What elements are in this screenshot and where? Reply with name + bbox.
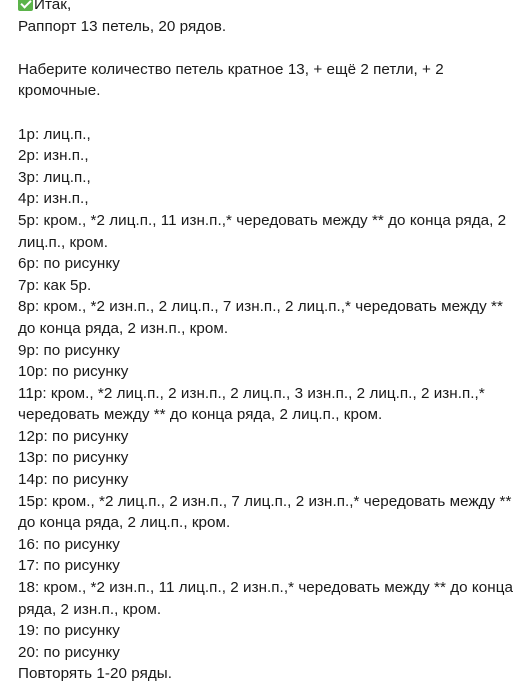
closing-instruction: Повторять 1-20 ряды. [18,665,173,683]
row-instruction: 13р: по рисунку [18,449,129,467]
row-instruction: 14р: по рисунку [18,471,129,489]
row-instruction: 19: по рисунку [18,622,120,640]
row-list [18,124,518,664]
row-instruction: 17: по рисунку [18,557,120,575]
row-instruction: 9р: по рисунку [18,341,120,359]
spacer [18,102,518,124]
row-instruction: 3р: лиц.п., [18,168,91,186]
check-mark-icon [18,0,33,11]
row-instruction: 6р: по рисунку [18,255,120,273]
row-instruction: 1р: лиц.п., [18,125,91,143]
row-instruction: 18: кром., *2 изн.п., 11 лиц.п., 2 изн.п.,* чередовать между ** до конца ряда, 2 изн.п., кром. [18,579,518,618]
row-instruction: 2р: изн.п., [18,147,89,165]
post-text [18,0,518,685]
row-instruction: 15р: кром., *2 лиц.п., 2 изн.п., 7 лиц.п., 2 изн.п.,* чередовать между ** до конца ряда, 2 лиц.п., кром. [18,492,516,532]
row-instruction: 20: по рисунку [18,643,120,661]
row-instruction: 12р: по рисунку [18,427,129,445]
row-instruction: 8р: кром., *2 изн.п., 2 лиц.п., 7 изн.п., 2 лиц.п.,* чередовать между ** до конца ряда, 2 изн.п., кром. [18,298,508,337]
post-heading [18,0,518,16]
row-instruction: 4р: изн.п., [18,190,89,208]
cast-on-instruction: Наберите количество петель кратное 13, + ещё 2 петли, + 2 кромочные. [18,60,448,100]
row-instruction: 5р: кром., *2 лиц.п., 11 изн.п.,* чередовать между ** до конца ряда, 2 лиц.п., кром. [18,211,511,251]
spacer [18,37,518,59]
row-instruction: 11р: кром., *2 лиц.п., 2 изн.п., 2 лиц.п., 3 изн.п., 2 лиц.п., 2 изн.п.,* чередовать между ** до конца ряда, 2 лиц.п., кром. [18,384,490,424]
repeat-info: Раппорт 13 петель, 20 рядов. [18,17,227,35]
row-instruction: 16: по рисунку [18,535,120,553]
heading-text: Итак, [34,0,72,13]
row-instruction: 7р: как 5р. [18,276,92,294]
row-instruction: 10р: по рисунку [18,363,129,381]
